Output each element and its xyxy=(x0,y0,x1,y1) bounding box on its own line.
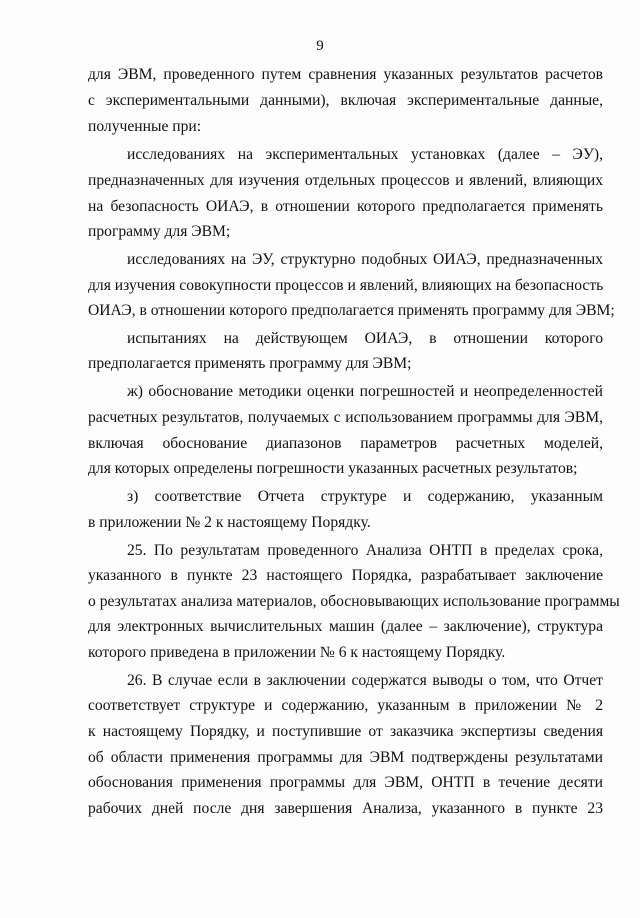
text-line: для ЭВМ, проведенного путем сравнения указанных результатов расчетов xyxy=(88,66,603,83)
text-line: полученные при: xyxy=(88,118,202,135)
text-line: 25. По результатам проведенного Анализа ОНТП в пределах срока, xyxy=(127,542,603,559)
text-line: рабочих дней после дня завершения Анализа, указанного в пункте 23 xyxy=(88,800,603,817)
text-line: о результатах анализа материалов, обосновывающих использование программы xyxy=(88,593,620,610)
text-line: 26. В случае если в заключении содержатся выводы о том, что Отчет xyxy=(127,672,603,689)
text-line: соответствует структуре и содержанию, указанным в приложении № 2 xyxy=(88,697,603,714)
page-number: 9 xyxy=(316,38,324,54)
text-line: з) соответствие Отчета структуре и содержанию, указанным xyxy=(127,488,603,505)
text-line: с экспериментальными данными), включая экспериментальные данные, xyxy=(88,92,603,109)
text-line: для электронных вычислительных машин (далее – заключение), структура xyxy=(88,618,603,635)
text-line: программу для ЭВМ; xyxy=(88,223,231,240)
text-line: исследованиях на ЭУ, структурно подобных ОИАЭ, предназначенных xyxy=(127,251,603,268)
text-line: ОИАЭ, в отношении которого предполагается применять программу для ЭВМ; xyxy=(88,302,615,319)
text-line: к настоящему Порядку, и поступившие от заказчика экспертизы сведения xyxy=(88,723,603,740)
text-line: предназначенных для изучения отдельных процессов и явлений, влияющих xyxy=(88,172,603,189)
text-line: на безопасность ОИАЭ, в отношении которого предполагается применять xyxy=(88,198,603,215)
text-line: испытаниях на действующем ОИАЭ, в отношении которого xyxy=(127,330,603,347)
text-line: обоснования применения программы для ЭВМ, ОНТП в течение десяти xyxy=(88,774,603,791)
text-line: указанного в пункте 23 настоящего Порядка, разрабатывает заключение xyxy=(88,567,603,584)
text-line: для изучения совокупности процессов и явлений, влияющих на безопасность xyxy=(88,277,604,294)
text-line: об области применения программы для ЭВМ подтверждены результатами xyxy=(88,749,603,766)
text-line: ж) обоснование методики оценки погрешностей и неопределенностей xyxy=(127,383,603,400)
text-line: исследованиях на экспериментальных установках (далее – ЭУ), xyxy=(127,146,603,163)
text-line: в приложении № 2 к настоящему Порядку. xyxy=(88,514,371,531)
text-line: расчетных результатов, получаемых с использованием программы для ЭВМ, xyxy=(88,409,603,426)
text-line: предполагается применять программу для ЭВМ; xyxy=(88,355,412,372)
text-line: для которых определены погрешности указанных расчетных результатов; xyxy=(88,460,578,477)
text-line: которого приведена в приложении № 6 к настоящему Порядку. xyxy=(88,644,506,661)
text-line: включая обоснование диапазонов параметров расчетных моделей, xyxy=(88,435,603,452)
